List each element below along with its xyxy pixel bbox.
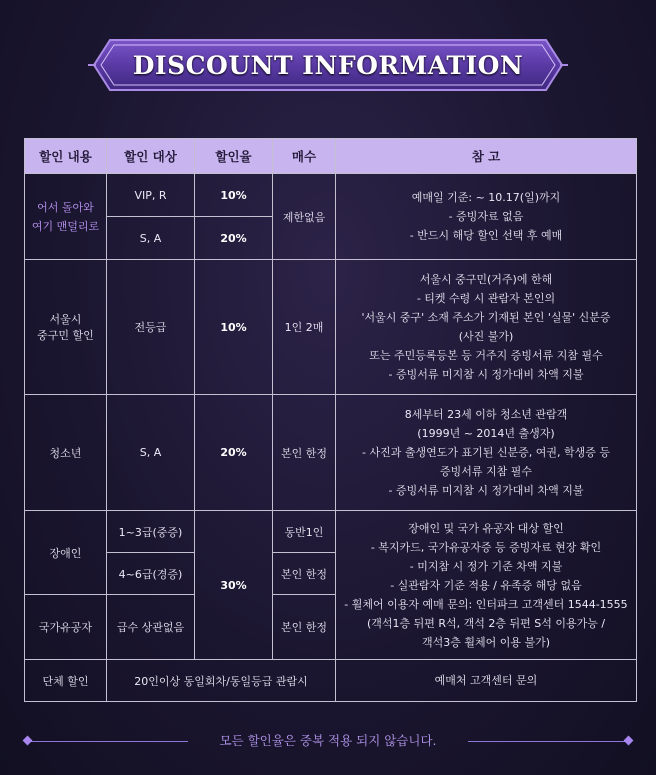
cell-notes: 8세부터 23세 이하 청소년 관람객 (1999년 ~ 2014년 출생자) - 사진과 출생연도가 표기된 신분증, 여권, 학생증 등 증빙서류 지참 필수 - 증빙서류 미지참 시 정가대비 차액 지불 [336,395,637,511]
cell-target: 4~6급(경증) [107,553,195,595]
cell-qty: 본인 한정 [273,395,336,511]
col-header-qty: 매수 [273,139,336,174]
cell-content: 단체 할인 [25,660,107,702]
cell-content: 서울시 중구민 할인 [25,260,107,395]
discount-table [24,138,637,702]
col-header-target: 할인 대상 [107,139,195,174]
cell-rate: 10% [195,260,273,395]
table-row [25,660,637,702]
cell-content: 청소년 [25,395,107,511]
cell-target: 20인이상 동일회차/동일등급 관람시 [107,660,336,702]
cell-qty: 동반1인 [273,511,336,553]
cell-target: S, A [107,395,195,511]
title-banner [88,36,568,94]
col-header-content: 할인 내용 [25,139,107,174]
table-row [25,260,637,395]
cell-target: 급수 상관없음 [107,595,195,660]
col-header-notes: 참 고 [336,139,637,174]
cell-notes: 예매일 기준: ~ 10.17(일)까지 - 증빙자료 없음 - 반드시 해당 할인 선택 후 예매 [336,174,637,260]
cell-target: 1~3급(중증) [107,511,195,553]
cell-qty: 본인 한정 [273,595,336,660]
table-header-row [25,139,637,174]
cell-notes: 예매처 고객센터 문의 [336,660,637,702]
table-row [25,511,637,553]
cell-rate: 30% [195,511,273,660]
cell-target: VIP, R [107,174,195,217]
col-header-rate: 할인율 [195,139,273,174]
cell-target: 전등급 [107,260,195,395]
table-row [25,174,637,217]
cell-qty: 제한없음 [273,174,336,260]
cell-target: S, A [107,217,195,260]
cell-notes: 장애인 및 국가 유공자 대상 할인 - 복지카드, 국가유공자증 등 증빙자료 현장 확인 - 미지참 시 정가 기준 차액 지불 - 실관람자 기준 적용 / 유족증 해당 없음 - 휠체어 이용자 예매 문의: 인터파크 고객센터 1544-1555 (객석1층 뒤편 R석, 객석 2층 뒤편 S석 이용가능 / 객석3층 휠체어 이용 불가) [336,511,637,660]
cell-rate: 20% [195,217,273,260]
cell-rate: 20% [195,395,273,511]
cell-content: 장애인 [25,511,107,595]
cell-notes: 서울시 중구민(거주)에 한해 - 티켓 수령 시 관람자 본인의 '서울시 중구' 소재 주소가 기재된 본인 '실물' 신분증 (사진 불가) 또는 주민등록등본 등 거주지 증빙서류 지참 필수 - 증빙서류 미지참 시 정가대비 차액 지불 [336,260,637,395]
cell-qty: 1인 2매 [273,260,336,395]
cell-qty: 본인 한정 [273,553,336,595]
page-title: DISCOUNT INFORMATION [132,50,524,80]
cell-content: 어서 돌아와 여기 맨덜리로 [25,174,107,260]
footer-notice: 모든 할인율은 중복 적용 되지 않습니다. [219,733,437,748]
cell-content: 국가유공자 [25,595,107,660]
cell-rate: 10% [195,174,273,217]
table-row [25,395,637,511]
